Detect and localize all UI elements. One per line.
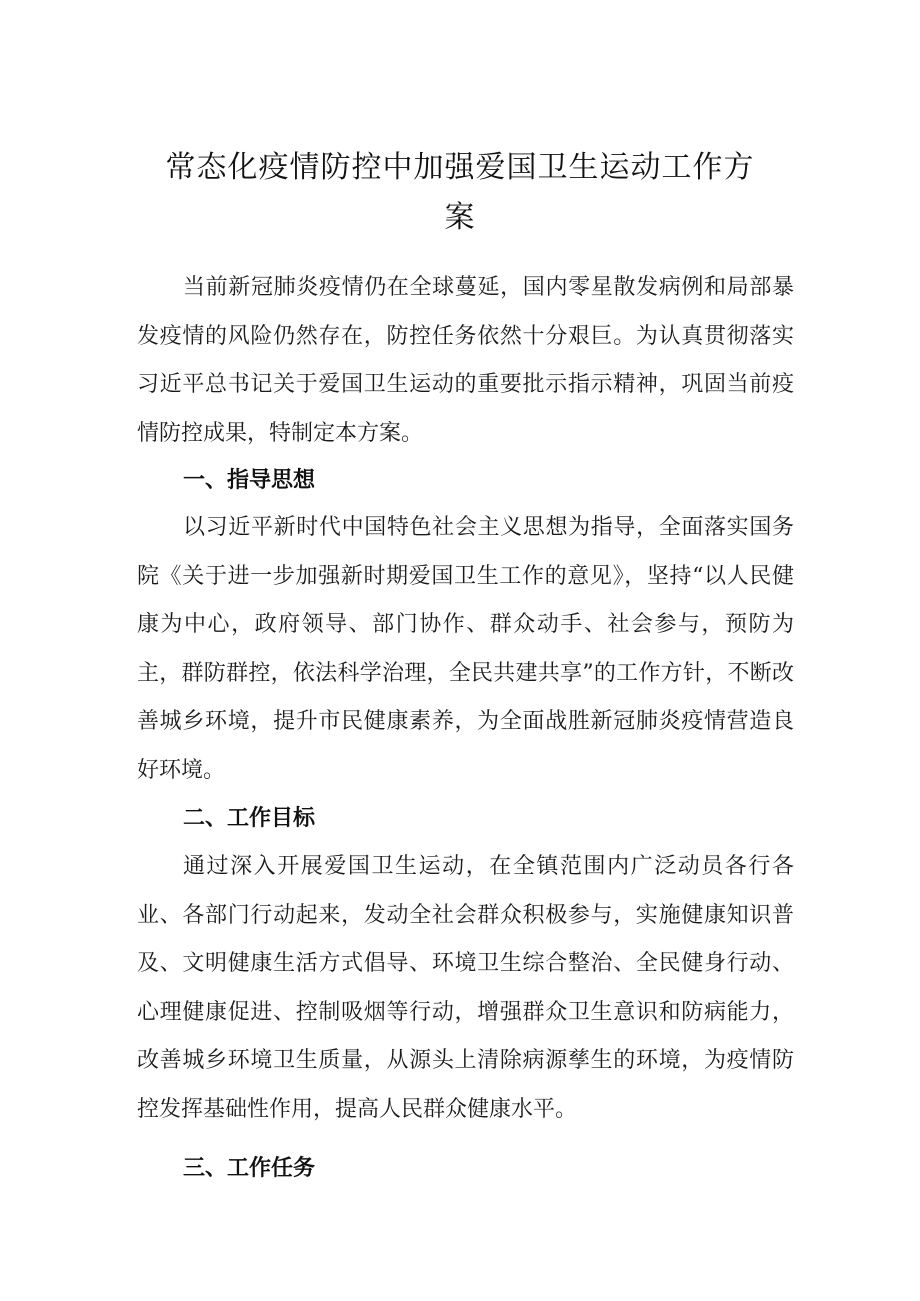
document-title: [135, 143, 785, 243]
section-heading-guiding-ideology: 一、指导思想: [183, 468, 316, 493]
document-title-line-2: 案: [444, 200, 476, 235]
section-paragraph-guiding-ideology: 以习近平新时代中国特色社会主义思想为指导，全面落实国务院《关于进一步加强新时期爱国卫生工作的意见》，坚持“以人民健康为中心，政府领导、部门协作、群众动手、社会参与，预防为主，群防群控，依法科学治理，全民共建共享”的工作方针，不断改善城乡环境，提升市民健康素养，为全面战胜新冠肺炎疫情营造良好环境。: [137, 515, 794, 783]
document-title-line-1: 常态化疫情防控中加强爱国卫生运动工作方: [165, 150, 755, 185]
section-heading-work-tasks: 三、工作任务: [183, 1156, 316, 1181]
section-paragraph-work-goals: 通过深入开展爱国卫生运动，在全镇范围内广泛动员各行各业、各部门行动起来，发动全社会群众积极参与，实施健康知识普及、文明健康生活方式倡导、环境卫生综合整治、全民健身行动、心理健康促进、控制吸烟等行动，增强群众卫生意识和防病能力，改善城乡环境卫生质量，从源头上清除病源孳生的环境，为疫情防控发挥基础性作用，提高人民群众健康水平。: [137, 854, 794, 1122]
section-heading-work-goals: 二、工作目标: [183, 806, 316, 831]
intro-paragraph: 当前新冠肺炎疫情仍在全球蔓延，国内零星散发病例和局部暴发疫情的风险仍然存在，防控任务依然十分艰巨。为认真贯彻落实习近平总书记关于爱国卫生运动的重要批示指示精神，巩固当前疫情防控成果，特制定本方案。: [137, 275, 794, 446]
